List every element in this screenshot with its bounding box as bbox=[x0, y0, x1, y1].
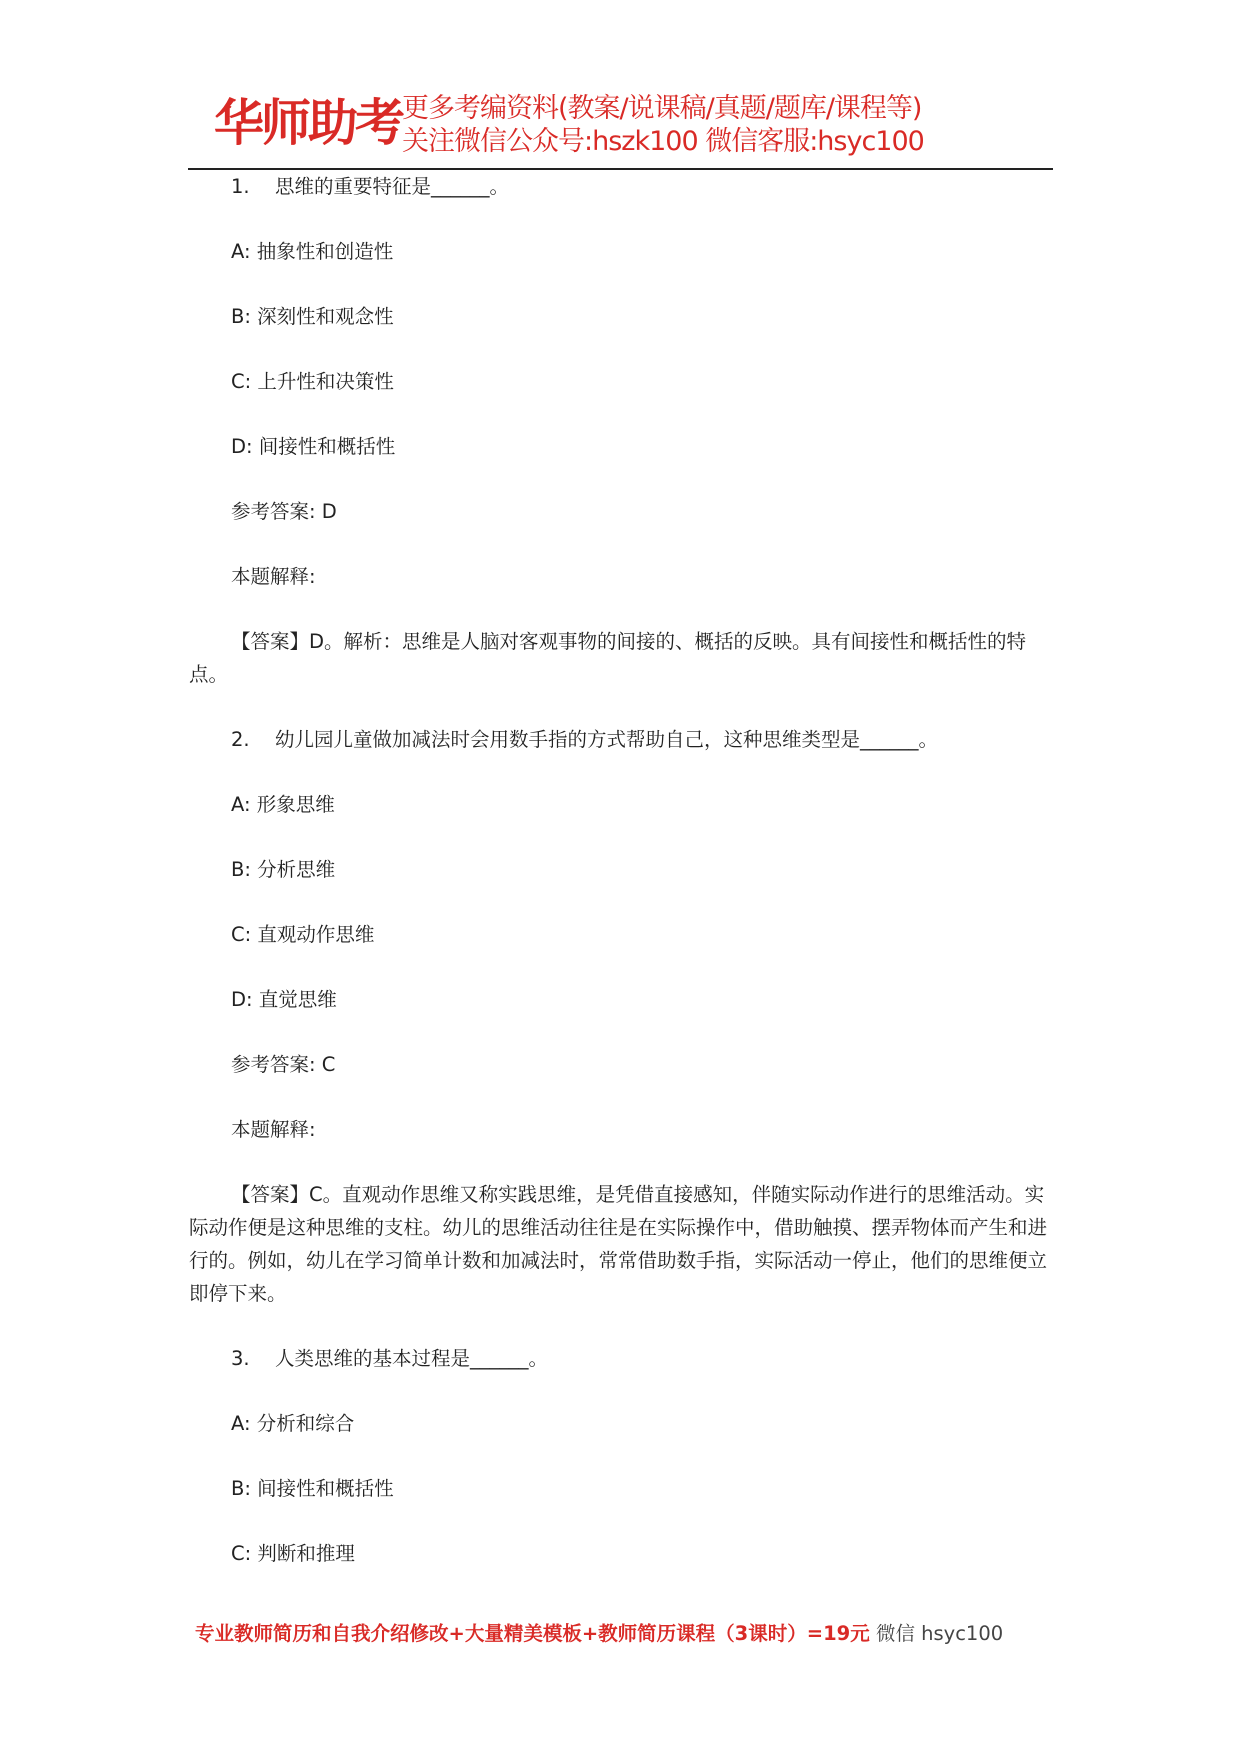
brand-logo: 华师助考 bbox=[214, 94, 402, 152]
question-1-option-d: D: 间接性和概括性 bbox=[231, 435, 396, 458]
question-3-stem bbox=[189, 1342, 1055, 1375]
question-2-option-b: B: 分析思维 bbox=[231, 858, 336, 881]
question-1-option-a: A: 抽象性和创造性 bbox=[231, 240, 394, 263]
question-2-answer: 参考答案: C bbox=[231, 1053, 336, 1076]
question-text: 幼儿园儿童做加减法时会用数手指的方式帮助自己，这种思维类型是______。 bbox=[275, 728, 939, 751]
question-1-explanation-label: 本题解释: bbox=[231, 565, 316, 588]
question-1-answer: 参考答案: D bbox=[231, 500, 337, 523]
question-1-stem bbox=[189, 170, 1055, 203]
question-1-option-c: C: 上升性和决策性 bbox=[231, 370, 394, 393]
question-list bbox=[189, 170, 1055, 1570]
question-2-option-a: A: 形象思维 bbox=[231, 793, 335, 816]
question-number: 2. bbox=[231, 728, 250, 751]
banner-text bbox=[402, 92, 924, 158]
question-2-option-c: C: 直观动作思维 bbox=[231, 923, 375, 946]
question-2-explanation: 【答案】C。直观动作思维又称实践思维，是凭借直接感知，伴随实际动作进行的思维活动。实际动作便是这种思维的支柱。幼儿的思维活动往往是在实际操作中，借助触摸、摆弄物体而产生和进行的。例如，幼儿在学习简单计数和加减法时，常常借助数手指，实际活动一停止，他们的思维便立即停下来。 bbox=[189, 1183, 1048, 1305]
footer-promo: 专业教师简历和自我介绍修改+大量精美模板+教师简历课程（3课时）=19元 bbox=[195, 1622, 870, 1645]
question-2-explanation-label: 本题解释: bbox=[231, 1118, 316, 1141]
banner-line-1: 更多考编资料(教案/说课稿/真题/题库/课程等) bbox=[402, 93, 922, 124]
question-3-option-b: B: 间接性和概括性 bbox=[231, 1477, 394, 1500]
question-2-stem bbox=[189, 723, 1055, 756]
question-1-explanation: 【答案】D。解析：思维是人脑对客观事物的间接的、概括的反映。具有间接性和概括性的特点。 bbox=[189, 630, 1027, 686]
question-text: 思维的重要特征是______。 bbox=[275, 175, 510, 198]
question-1-option-b: B: 深刻性和观念性 bbox=[231, 305, 394, 328]
question-number: 3. bbox=[231, 1347, 250, 1370]
banner-line-2: 关注微信公众号:hszk100 微信客服:hsyc100 bbox=[402, 126, 924, 157]
question-3-option-a: A: 分析和综合 bbox=[231, 1412, 355, 1435]
question-text: 人类思维的基本过程是______。 bbox=[275, 1347, 549, 1370]
footer-contact: 微信 hsyc100 bbox=[875, 1622, 1004, 1645]
footer-ad bbox=[195, 1618, 1003, 1646]
question-2-option-d: D: 直觉思维 bbox=[231, 988, 337, 1011]
header-banner bbox=[214, 88, 1044, 164]
question-3-option-c: C: 判断和推理 bbox=[231, 1542, 355, 1565]
question-number: 1. bbox=[231, 175, 250, 198]
